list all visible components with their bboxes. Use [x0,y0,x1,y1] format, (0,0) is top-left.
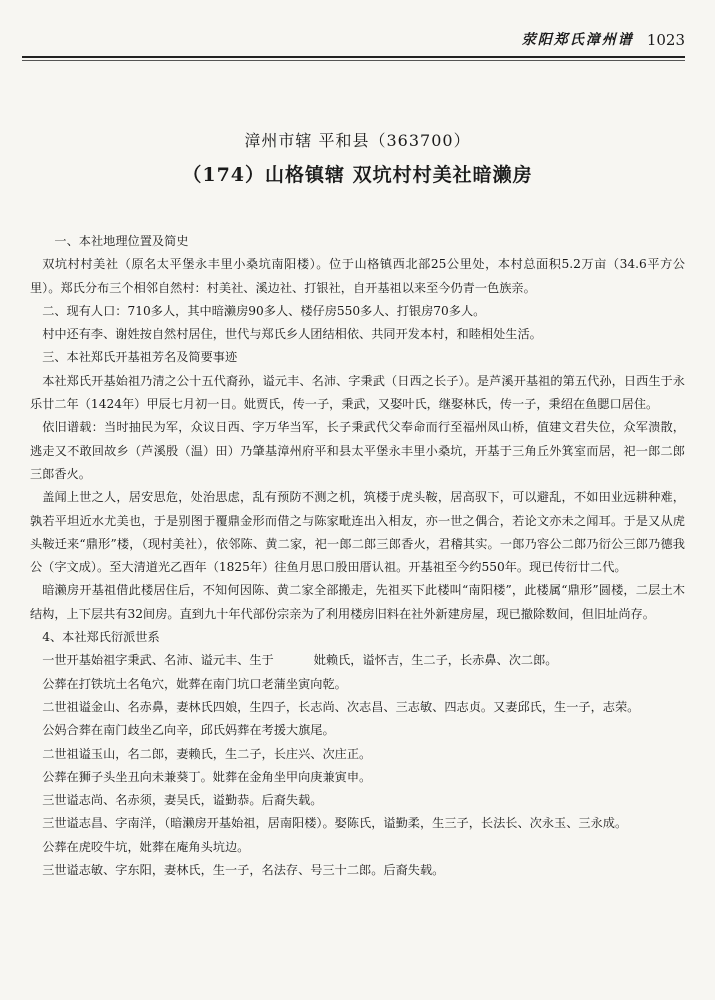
paragraph: 三世谥志敏、字东阳，妻林氏，生一子，名法存、号三十二郎。后裔失载。 [42,863,445,878]
region-heading: 漳州市辖 平和县（363700） [244,131,471,150]
paragraph: 依旧谱载：当时抽民为军，众议日西、字万华当军，长子秉武代父奉命而行至福州凤山桥，值建文君失位，众军溃散，逃走又不敢回故乡（芦溪殷（温）田）乃肇基漳州府平和县太平堡永丰里小桑坑，开基于三角丘外箕室而居，祀一郎二郎三郎香火。 [30,420,685,481]
paragraph: 二世祖谥金山、名赤鼻，妻林氏四娘，生四子，长志尚、次志昌、三志敏、四志贞。又妻邱氏，生一子，志荣。 [42,699,640,714]
paragraph: 公葬在虎咬牛坑，妣葬在庵角头坑边。 [42,839,250,854]
paragraph: 公葬在狮子头坐丑向未兼葵丁。妣葬在金角坐甲向庚兼寅申。 [42,769,372,784]
section-heading-3: 三、本社郑氏开基祖芳名及简要事迹 [42,350,238,365]
paragraph: 二、现有人口：710多人，其中暗濑房90多人、楼仔房550多人、打银房70多人。 [42,303,486,318]
section-heading-4: 4、本社郑氏衍派世系 [42,630,160,645]
paragraph: 三世谥志昌、字南洋，（暗濑房开基始祖，居南阳楼）。娶陈氏，谥勤柔，生三子，长法长、次永玉、三永成。 [42,816,628,831]
paragraph: 三世谥志尚、名赤须，妻吴氏，谥勤恭。后裔失载。 [42,793,323,808]
paragraph: 二世祖谥玉山，名二郎，妻赖氏，生二子，长庄兴、次庄正。 [42,746,372,761]
running-header [22,28,685,58]
paragraph-lineage-1 [30,649,685,672]
body-text [30,230,685,882]
page-number: 1023 [646,31,685,49]
main-heading: （174）山格镇辖 双坑村村美社暗濑房 [182,164,533,186]
paragraph: 双坑村村美社（原名太平堡永丰里小桑坑南阳楼）。位于山格镇西北部25公里处，本村总面积5.2万亩（34.6平方公里）。郑氏分布三个相邻自然村：村美社、溪边社、打银社，自开基祖以来至今仍青一色族亲。 [30,257,685,295]
paragraph: 村中还有李、谢姓按自然村居住，世代与郑氏乡人团结相依、共同开发本村，和睦相处生活。 [42,327,542,342]
lineage-1-part-a: 一世开基始祖字秉武、名沛、谥元丰、生于 [42,653,274,668]
lineage-1-part-b: 妣赖氏，谥怀吉，生二子，长赤鼻、次二郎。 [313,653,558,668]
paragraph: 暗濑房开基祖借此楼居住后，不知何因陈、黄二家全部搬走，先祖买下此楼叫“南阳楼”，此楼属“鼎形”圆楼，二层土木结构，上下层共有32间房。直到九十年代部份宗亲为了利用楼房旧料在社外新建房屋，现已撤除数间，但旧址尚存。 [30,583,685,621]
paragraph: 公葬在打铁坑土名龟穴，妣葬在南门坑口老蒲坐寅向乾。 [42,676,347,691]
paragraph: 本社郑氏开基始祖乃清之公十五代裔孙，谥元丰、名沛、字秉武（日西之长子）。是芦溪开基祖的第五代孙，日西生于永乐廿二年（1424年）甲辰七月初一日。妣贾氏，传一子，秉武，又娶叶氏，继娶林氏，传一子，秉绍在鱼腮口居住。 [30,373,685,412]
section-heading-1: 一、本社地理位置及简史 [54,234,189,248]
running-title: 荥阳郑氏漳州谱 [521,32,634,48]
paragraph: 盖闻上世之人，居安思危，处治思虑，乱有预防不测之机，筑楼于虎头鞍，居高驭下，可以避乱，不如田业远耕种难，孰若平坦近水尤美也，于是别图于覆鼎金形而借之与陈家毗连出入相友，亦一世之偶合，若论文亦未之闻耳。于是又从虎头鞍迁来“鼎形”楼，（现村美社），依邻陈、黄二家，祀一郎二郎三郎香火，君稽其实。一郎乃容公二郎乃衍公三郎乃德我公（字文成）。至大清道光乙酉年（1825年）往鱼月思口殷田厝认祖。开基祖至今约550年。现已传衍廿二代。 [30,490,685,575]
header-rule [22,60,685,61]
paragraph: 公妈合葬在南门歧坐乙向辛，邱氏妈葬在考援大旗尾。 [42,723,335,738]
